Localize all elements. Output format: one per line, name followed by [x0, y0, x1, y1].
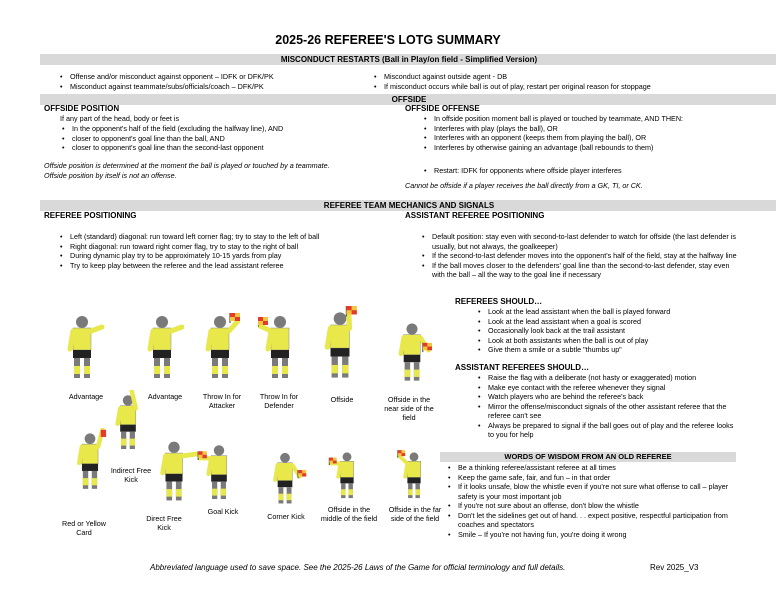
ar-offside-far-figure: [392, 448, 436, 504]
referee-advantage-figure: [58, 310, 106, 386]
list-item: • Look at both assistants when the ball is out of play: [476, 336, 746, 346]
revision-label: Rev 2025_V3: [650, 563, 699, 572]
list-item: • Occasionally look back at the trail assistant: [476, 326, 746, 336]
list-item: • closer to opponent's goal line than the second-last opponent: [60, 143, 380, 153]
offside-position-intro: If any part of the head, body or feet is: [60, 114, 180, 123]
ar-offside-middle-figure: [324, 448, 370, 504]
referee-positioning-list: [58, 232, 388, 270]
ar-goal-kick-figure: [196, 440, 242, 506]
list-item: • Right diagonal: run toward right corner flag, try to stay to the right of ball: [58, 242, 388, 252]
ar-throw-in-attacker-figure: [200, 310, 240, 386]
offside-position-note: Offside position is determined at the moment the ball is played or touched by a teammate. Offside position by itself is not an offense.: [44, 161, 330, 180]
list-item: • Try to keep play between the referee and the lead assistant referee: [58, 261, 388, 271]
list-item: • If misconduct occurs while ball is out of play, restart per original reason for stoppage: [372, 82, 772, 92]
list-item: • Left (standard) diagonal: run toward left corner flag; try to stay to the left of ball: [58, 232, 388, 242]
list-item: • Offense and/or misconduct against opponent – IDFK or DFK/PK: [58, 72, 358, 82]
list-item: • Give them a smile or a subtle "thumbs up": [476, 345, 746, 355]
list-item: • Look at the lead assistant when the ball is played forward: [476, 307, 746, 317]
signal-label-goal-kick: Goal Kick: [207, 507, 239, 516]
list-item: • Interferes with an opponent (keeps them from playing the ball), OR: [422, 133, 772, 143]
referees-should-list: [476, 307, 746, 355]
offside-offense-note: Cannot be offside if a player receives the ball directly from a GK, TI, or CK.: [405, 181, 643, 190]
offside-header: OFFSIDE: [40, 94, 776, 105]
misconduct-left-list: [58, 72, 358, 91]
list-item: • Interferes by otherwise gaining an advantage (ball rebounds to them): [422, 143, 772, 153]
footer-note: Abbreviated language used to save space. See the 2025-26 Laws of the Game for official terminology and full details.: [150, 563, 566, 572]
ars-should-list: [476, 373, 738, 440]
list-item: • Raise the flag with a deliberate (not hasty or exaggerated) motion: [476, 373, 738, 383]
referee-direct-free-kick-figure: [150, 436, 198, 508]
list-item: • In the opponent's half of the field (excluding the halfway line), AND: [60, 124, 380, 134]
list-item: • If the ball moves closer to the defenders' goal line than the second-to-last defender, stay even with the ball – all the way to the goal line if necessary: [420, 261, 740, 280]
ar-offside-near-figure: [392, 318, 432, 388]
offside-restart: [422, 166, 772, 176]
wisdom-header: WORDS OF WISDOM FROM AN OLD REFEREE: [440, 452, 736, 462]
ar-throw-in-defender-figure: [258, 310, 302, 386]
list-item: • Misconduct against teammate/subs/officials/coach – DFK/PK: [58, 82, 358, 92]
list-item: • If you're not sure about an offense, don't blow the whistle: [446, 501, 736, 511]
list-item: • Make eye contact with the referee whenever they signal: [476, 383, 738, 393]
list-item: • Mirror the offense/misconduct signals of the other assistant referee that the referee can't see: [476, 402, 738, 421]
signal-label-offside-middle: Offside in the middle of the field: [320, 505, 378, 523]
mechanics-header: REFEREE TEAM MECHANICS AND SIGNALS: [40, 200, 776, 211]
signal-label-offside: Offside: [330, 395, 354, 404]
list-item: • closer to opponent's goal line than the ball, AND: [60, 134, 380, 144]
ar-positioning-title: ASSISTANT REFEREE POSITIONING: [405, 211, 545, 220]
signal-label-indirect-free-kick: Indirect Free Kick: [110, 466, 152, 484]
signal-label-offside-far: Offside in the far side of the field: [388, 505, 442, 523]
offside-offense-list: [422, 114, 772, 152]
list-item: • Smile – If you're not having fun, you're doing it wrong: [446, 530, 736, 540]
misconduct-right-list: [372, 72, 772, 91]
list-item: • Interferes with play (plays the ball), OR: [422, 124, 772, 134]
offside-offense-title: OFFSIDE OFFENSE: [405, 104, 480, 113]
ar-positioning-list: [420, 232, 740, 280]
signal-label-corner-kick: Corner Kick: [267, 512, 305, 521]
signal-label-advantage: Advantage: [147, 392, 183, 401]
offside-position-list: [60, 124, 380, 153]
signal-label-direct-free-kick: Direct Free Kick: [146, 514, 182, 532]
list-item: • Watch players who are behind the referee's back: [476, 392, 738, 402]
list-item: • Look at the lead assistant when a goal is scored: [476, 317, 746, 327]
signal-label-throw-in-defender: Throw In for Defender: [259, 392, 299, 410]
referee-advantage-figure: [140, 310, 184, 386]
list-item: • Keep the game safe, fair, and fun – in that order: [446, 473, 736, 483]
list-item: • If it looks unsafe, blow the whistle even if you're not sure what offense to call – player safety is your most important job: [446, 482, 736, 501]
ar-corner-kick-figure: [262, 448, 308, 510]
referee-positioning-title: REFEREE POSITIONING: [44, 211, 137, 220]
list-item: • Misconduct against outside agent - DB: [372, 72, 772, 82]
list-item: • Be a thinking referee/assistant referee at all times: [446, 463, 736, 473]
referee-card-figure: [70, 428, 110, 496]
list-item: • Default position: stay even with second-to-last defender to watch for offside (the last defender is usually, but not always, the goalkeeper): [420, 232, 740, 251]
offside-position-title: OFFSIDE POSITION: [44, 104, 120, 113]
list-item: • During dynamic play try to be approximately 10-15 yards from play: [58, 251, 388, 261]
page-title: 2025-26 REFEREE'S LOTG SUMMARY: [275, 33, 501, 47]
signal-label-advantage: Advantage: [68, 392, 104, 401]
misconduct-header: MISCONDUCT RESTARTS (Ball in Play/on field - Simplified Version): [40, 54, 776, 65]
signal-label-offside-near: Offside in the near side of the field: [384, 395, 434, 422]
signal-label-red-yellow-card: Red or Yellow Card: [62, 519, 106, 537]
referees-should-title: REFEREES SHOULD…: [455, 297, 543, 306]
list-item: • Don't let the sidelines get out of hand. . . expect positive, respectful participation from coaches and spectators: [446, 511, 736, 530]
signal-label-throw-in-attacker: Throw In for Attacker: [202, 392, 242, 410]
ar-offside-figure: [318, 306, 362, 386]
list-item: • Always be prepared to signal if the ball goes out of play and the referee looks to you for help: [476, 421, 738, 440]
list-item: • In offside position moment ball is played or touched by teammate, AND THEN:: [422, 114, 772, 124]
list-item: • If the second-to-last defender moves into the opponent's half of the field, stay at the halfway line: [420, 251, 740, 261]
list-item: • Restart: IDFK for opponents where offside player interferes: [422, 166, 772, 176]
wisdom-list: [446, 463, 736, 539]
ars-should-title: ASSISTANT REFEREES SHOULD…: [455, 363, 590, 372]
